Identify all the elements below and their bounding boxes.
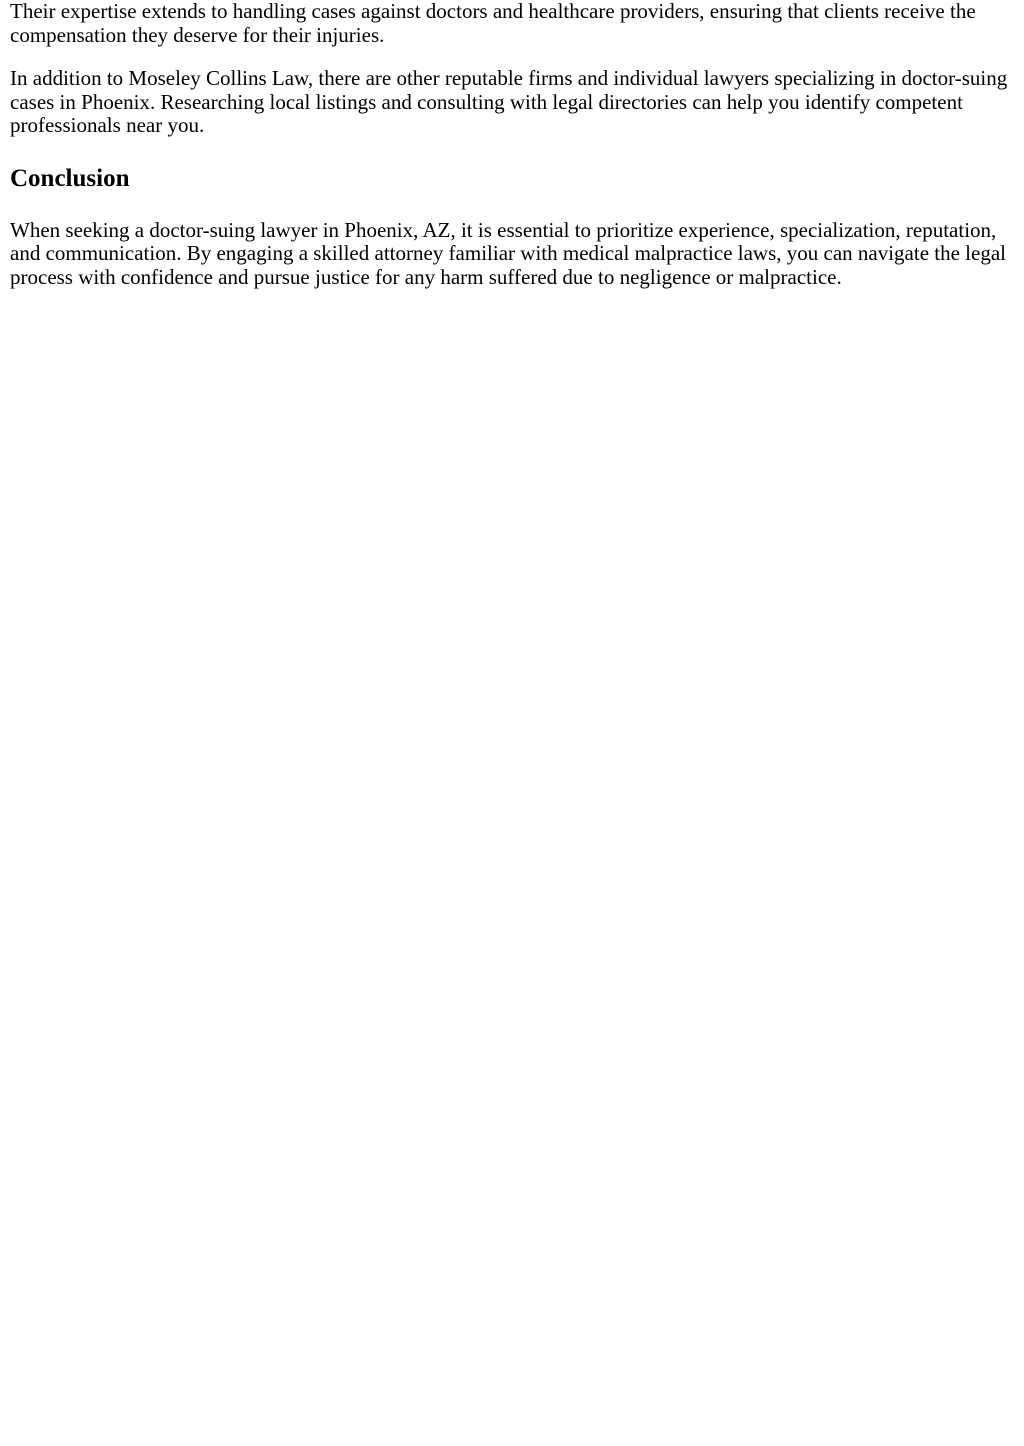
conclusion-paragraph: When seeking a doctor-suing lawyer in Phoenix, AZ, it is essential to prioritize experience, specialization, reputation, and communication. By engaging a skilled attorney familiar with medical malpractice laws, you can navigate the legal process with confidence and pursue justice for any harm suffered due to negligence or malpractice. — [10, 217, 1006, 289]
paragraph-expertise: Their expertise extends to handling cases against doctors and healthcare providers, ensuring that clients receive the compensation they deserve for their injuries. — [10, 0, 976, 47]
conclusion-heading: Conclusion — [10, 164, 130, 192]
article-body — [0, 0, 1024, 289]
paragraph-other-firms: In addition to Moseley Collins Law, there are other reputable firms and individual lawyers specializing in doctor-suing cases in Phoenix. Researching local listings and consulting with legal directories can help you identify competent professionals near you. — [10, 66, 1008, 137]
